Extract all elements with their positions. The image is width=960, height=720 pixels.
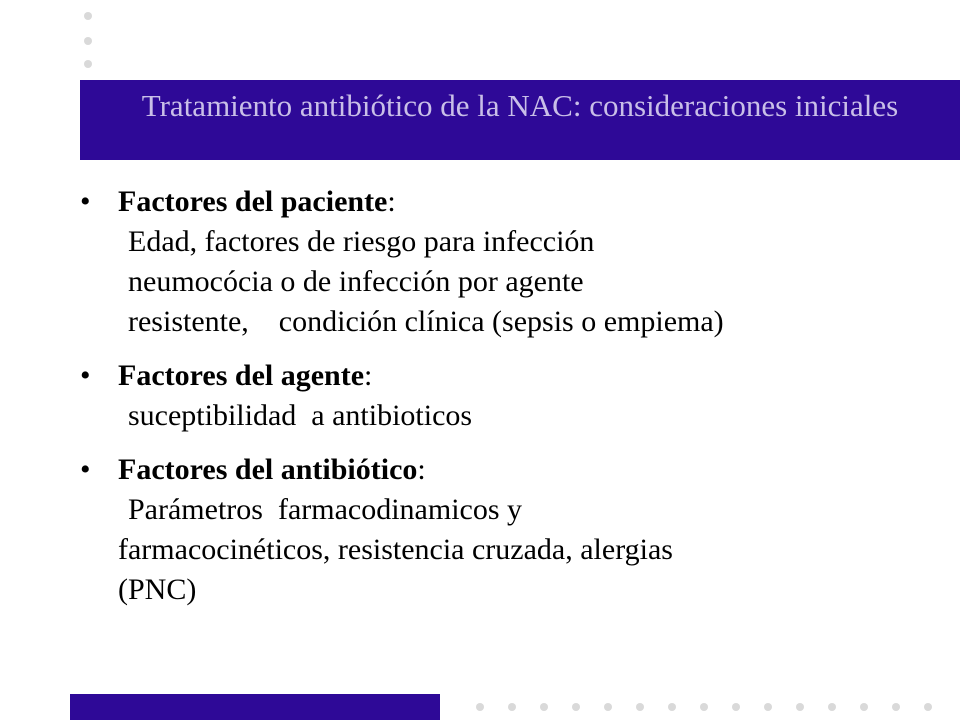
decor-dot [924, 703, 932, 711]
bullet-marker: • [80, 185, 91, 218]
bullet-marker: • [80, 453, 91, 486]
title-banner [80, 80, 960, 160]
bullet-desc-line: suceptibilidad a antibioticos [128, 399, 473, 432]
bullet-item-paciente [80, 182, 940, 342]
bullet-desc-line: farmacocinéticos, resistencia cruzada, alergias [118, 533, 673, 566]
bullet-item-agente [80, 356, 940, 436]
decor-dot [796, 703, 804, 711]
bullet-colon: : [364, 359, 373, 392]
decor-dot [828, 703, 836, 711]
bullet-heading [118, 182, 940, 222]
bullet-desc-line: (PNC) [118, 573, 197, 606]
bottom-accent-bar [70, 694, 440, 720]
bullet-colon: : [387, 185, 396, 218]
decor-dot [764, 703, 772, 711]
decor-dot [476, 703, 484, 711]
decor-dot [84, 37, 92, 45]
decor-dot [604, 703, 612, 711]
bullet-heading [118, 356, 940, 396]
decor-dot [668, 703, 676, 711]
decor-dot [732, 703, 740, 711]
bullet-marker: • [80, 359, 91, 392]
decor-dot [636, 703, 644, 711]
bullet-desc-line: Edad, factores de riesgo para infección [128, 225, 595, 258]
decor-dot [540, 703, 548, 711]
decor-dot [700, 703, 708, 711]
bullet-item-antibiotico [80, 450, 940, 610]
bullet-desc-line: Parámetros farmacodinamicos y [128, 493, 523, 526]
bullet-title: Factores del paciente [118, 185, 388, 218]
decor-dot [572, 703, 580, 711]
decor-dot [84, 60, 92, 68]
bullet-desc-line: neumocócia o de infección por agente [128, 265, 584, 298]
decor-dot [860, 703, 868, 711]
bullet-title: Factores del agente [118, 359, 365, 392]
bullet-heading [118, 450, 940, 490]
bullet-desc-line: resistente, condición clínica (sepsis o empiema) [128, 305, 724, 338]
bullet-list [80, 182, 940, 624]
decor-dot [84, 12, 92, 20]
bullet-title: Factores del antibiótico [118, 453, 418, 486]
decor-dot [892, 703, 900, 711]
decor-dot [508, 703, 516, 711]
slide-title: Tratamiento antibiótico de la NAC: consideraciones iniciales [141, 88, 899, 123]
bullet-colon: : [417, 453, 426, 486]
